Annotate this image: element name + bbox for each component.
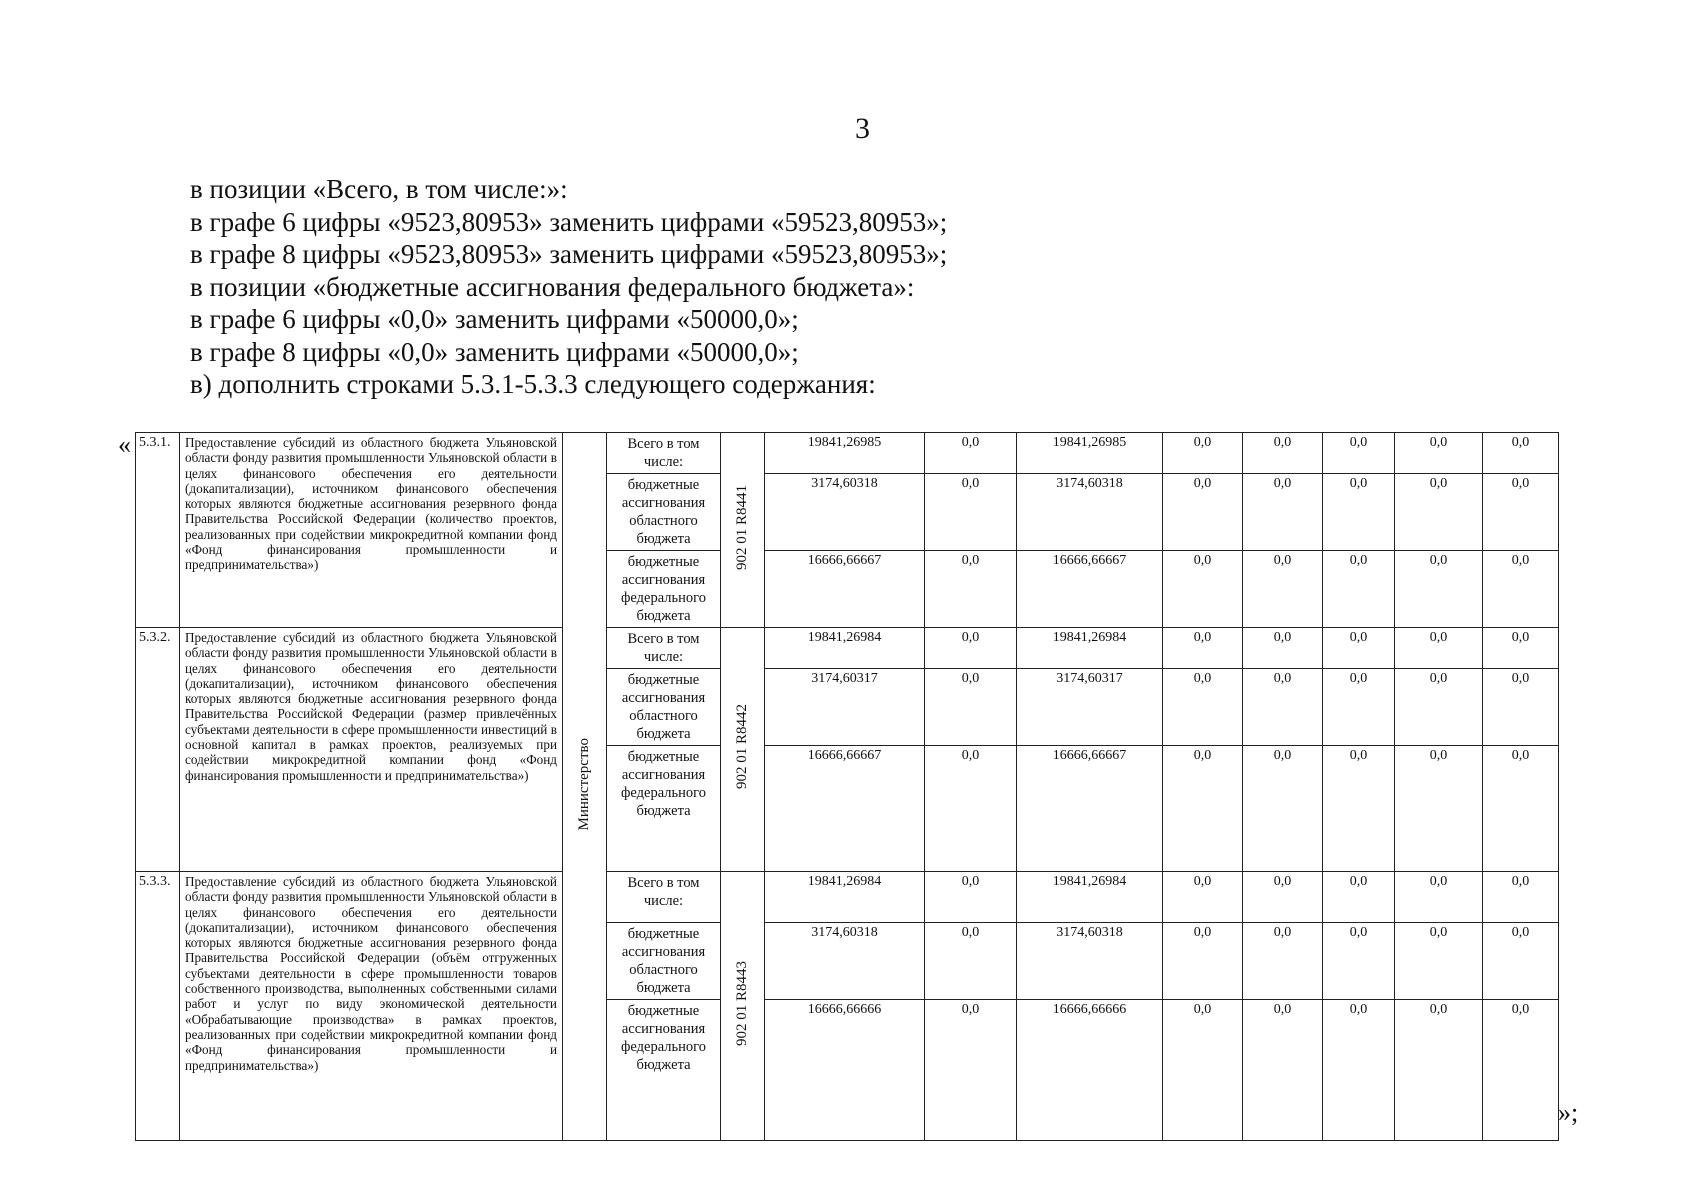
- funding-source: бюджетные ассигнования областного бюджета: [607, 669, 721, 746]
- instruction-line: в) дополнить строками 5.3.1-5.3.3 следующего содержания:: [190, 369, 876, 399]
- value-cell: 19841,26984: [1017, 872, 1163, 923]
- value-cell: 0,0: [1323, 551, 1395, 628]
- instruction-line: в графе 8 цифры «9523,80953» заменить цифрами «59523,80953»;: [190, 239, 948, 269]
- budget-code: 902 01 R8443: [734, 960, 750, 1046]
- instruction-line: в графе 8 цифры «0,0» заменить цифрами «50000,0»;: [190, 336, 799, 367]
- value-cell: 0,0: [1395, 628, 1483, 669]
- value-cell: 16666,66666: [1017, 1000, 1163, 1141]
- table-row: [136, 628, 1559, 669]
- value-cell: 19841,26985: [765, 433, 925, 474]
- value-cell: 0,0: [1395, 433, 1483, 474]
- value-cell: 0,0: [1323, 1000, 1395, 1141]
- value-cell: 0,0: [925, 923, 1017, 1000]
- value-cell: 0,0: [1483, 1000, 1559, 1141]
- value-cell: 19841,26984: [1017, 628, 1163, 669]
- value-cell: 0,0: [1483, 551, 1559, 628]
- value-cell: 0,0: [1243, 872, 1323, 923]
- value-cell: 0,0: [1395, 669, 1483, 746]
- funding-source: бюджетные ассигнования областного бюджета: [607, 474, 721, 551]
- value-cell: 0,0: [1395, 474, 1483, 551]
- row-description: Предоставление субсидий из областного бюджета Ульяновской области фонду развития промышленности Ульяновской области в целях финансового обеспечения его деятельности (докапитализации), источником финансового обеспечения которых являются бюджетные ассигнования резервного фонда Правительства Российской Федерации (размер привлечённых субъектами деятельности в сфере промышленности инвестиций в основной капитал в рамках проектов, реализуемых при содействии микрокредитной компании фонд «Фонд финансирования промышленности и предпринимательства»): [180, 628, 563, 872]
- table-row: [136, 872, 1559, 923]
- executor-label: Министерство: [576, 737, 592, 831]
- value-cell: 0,0: [925, 433, 1017, 474]
- value-cell: 0,0: [1243, 551, 1323, 628]
- value-cell: 0,0: [925, 474, 1017, 551]
- row-number: 5.3.2.: [136, 628, 180, 872]
- value-cell: 0,0: [1483, 669, 1559, 746]
- value-cell: 19841,26984: [765, 628, 925, 669]
- funding-source: бюджетные ассигнования областного бюджета: [607, 923, 721, 1000]
- budget-code-cell: [721, 433, 765, 628]
- value-cell: 0,0: [1243, 746, 1323, 872]
- value-cell: 0,0: [1163, 551, 1243, 628]
- value-cell: 0,0: [1323, 433, 1395, 474]
- value-cell: 3174,60317: [1017, 669, 1163, 746]
- value-cell: 0,0: [1323, 628, 1395, 669]
- row-number: 5.3.3.: [136, 872, 180, 1141]
- value-cell: 0,0: [1483, 872, 1559, 923]
- value-cell: 3174,60318: [765, 474, 925, 551]
- funding-source: бюджетные ассигнования федерального бюджета: [607, 746, 721, 872]
- row-description: Предоставление субсидий из областного бюджета Ульяновской области фонду развития промышленности Ульяновской области в целях финансового обеспечения его деятельности (докапитализации), источником финансового обеспечения которых являются бюджетные ассигнования резервного фонда Правительства Российской Федерации (объём отгруженных субъектами деятельности в сфере промышленности товаров собственного производства, выполненных собственными силами работ и услуг по виду экономической деятельности «Обрабатывающие производства» в рамках проектов, реализованных при содействии микрокредитной компании фонд «Фонд финансирования промышленности и предпринимательства»): [180, 872, 563, 1141]
- value-cell: 16666,66667: [1017, 551, 1163, 628]
- value-cell: 0,0: [1483, 474, 1559, 551]
- budget-code-cell: [721, 628, 765, 872]
- opening-quote: «: [118, 430, 131, 459]
- instruction-line: в позиции «Всего, в том числе:»:: [190, 174, 568, 204]
- value-cell: 0,0: [1395, 1000, 1483, 1141]
- value-cell: 0,0: [1483, 746, 1559, 872]
- value-cell: 0,0: [925, 551, 1017, 628]
- value-cell: 0,0: [925, 1000, 1017, 1141]
- value-cell: 3174,60318: [765, 923, 925, 1000]
- value-cell: 0,0: [1323, 923, 1395, 1000]
- value-cell: 0,0: [1243, 923, 1323, 1000]
- value-cell: 0,0: [1483, 628, 1559, 669]
- value-cell: 0,0: [1395, 746, 1483, 872]
- value-cell: 0,0: [1243, 1000, 1323, 1141]
- value-cell: 0,0: [925, 746, 1017, 872]
- funding-source: бюджетные ассигнования федерального бюджета: [607, 1000, 721, 1141]
- closing-quote: »;: [1558, 1098, 1579, 1127]
- instruction-line: в позиции «бюджетные ассигнования федерального бюджета»:: [190, 271, 915, 302]
- value-cell: 0,0: [1483, 923, 1559, 1000]
- value-cell: 0,0: [1163, 1000, 1243, 1141]
- value-cell: 16666,66666: [765, 1000, 925, 1141]
- executor-cell: [563, 433, 607, 1141]
- funding-source: Всего в том числе:: [607, 433, 721, 474]
- row-number: 5.3.1.: [136, 433, 180, 628]
- value-cell: 0,0: [1323, 872, 1395, 923]
- budget-table-wrapper: [135, 432, 1558, 1141]
- budget-table: [135, 432, 1559, 1141]
- instruction-line: в графе 6 цифры «9523,80953» заменить цифрами «59523,80953»;: [190, 206, 948, 237]
- value-cell: 0,0: [925, 628, 1017, 669]
- value-cell: 3174,60318: [1017, 923, 1163, 1000]
- budget-code: 902 01 R8441: [734, 484, 750, 570]
- value-cell: 16666,66667: [1017, 746, 1163, 872]
- value-cell: 0,0: [1163, 923, 1243, 1000]
- value-cell: 0,0: [1395, 923, 1483, 1000]
- value-cell: 0,0: [1483, 433, 1559, 474]
- table-row: [136, 433, 1559, 474]
- funding-source: Всего в том числе:: [607, 628, 721, 669]
- value-cell: 0,0: [1163, 433, 1243, 474]
- value-cell: 0,0: [1243, 474, 1323, 551]
- value-cell: 0,0: [1163, 746, 1243, 872]
- value-cell: 0,0: [1163, 872, 1243, 923]
- row-description: Предоставление субсидий из областного бюджета Ульяновской области фонду развития промышленности Ульяновской области в целях финансового обеспечения его деятельности (докапитализации), источником финансового обеспечения которых являются бюджетные ассигнования резервного фонда Правительства Российской Федерации (количество проектов, реализованных при содействии микрокредитной компании фонд «Фонд финансирования промышленности и предпринимательства»): [180, 433, 563, 628]
- value-cell: 0,0: [1323, 474, 1395, 551]
- value-cell: 16666,66667: [765, 551, 925, 628]
- page-number: 3: [855, 112, 870, 145]
- value-cell: 3174,60318: [1017, 474, 1163, 551]
- value-cell: 0,0: [1163, 628, 1243, 669]
- value-cell: 16666,66667: [765, 746, 925, 872]
- value-cell: 19841,26985: [1017, 433, 1163, 474]
- value-cell: 0,0: [1323, 669, 1395, 746]
- value-cell: 0,0: [1395, 551, 1483, 628]
- budget-code: 902 01 R8442: [734, 704, 750, 790]
- instruction-line: в графе 6 цифры «0,0» заменить цифрами «50000,0»;: [190, 304, 799, 334]
- value-cell: 0,0: [1395, 872, 1483, 923]
- value-cell: 0,0: [1323, 746, 1395, 872]
- budget-code-cell: [721, 872, 765, 1141]
- value-cell: 0,0: [925, 872, 1017, 923]
- value-cell: 19841,26984: [765, 872, 925, 923]
- funding-source: Всего в том числе:: [607, 872, 721, 923]
- value-cell: 0,0: [925, 669, 1017, 746]
- value-cell: 0,0: [1243, 433, 1323, 474]
- value-cell: 0,0: [1243, 628, 1323, 669]
- value-cell: 3174,60317: [765, 669, 925, 746]
- value-cell: 0,0: [1243, 669, 1323, 746]
- instructions-block: [190, 173, 947, 401]
- funding-source: бюджетные ассигнования федерального бюджета: [607, 551, 721, 628]
- value-cell: 0,0: [1163, 669, 1243, 746]
- value-cell: 0,0: [1163, 474, 1243, 551]
